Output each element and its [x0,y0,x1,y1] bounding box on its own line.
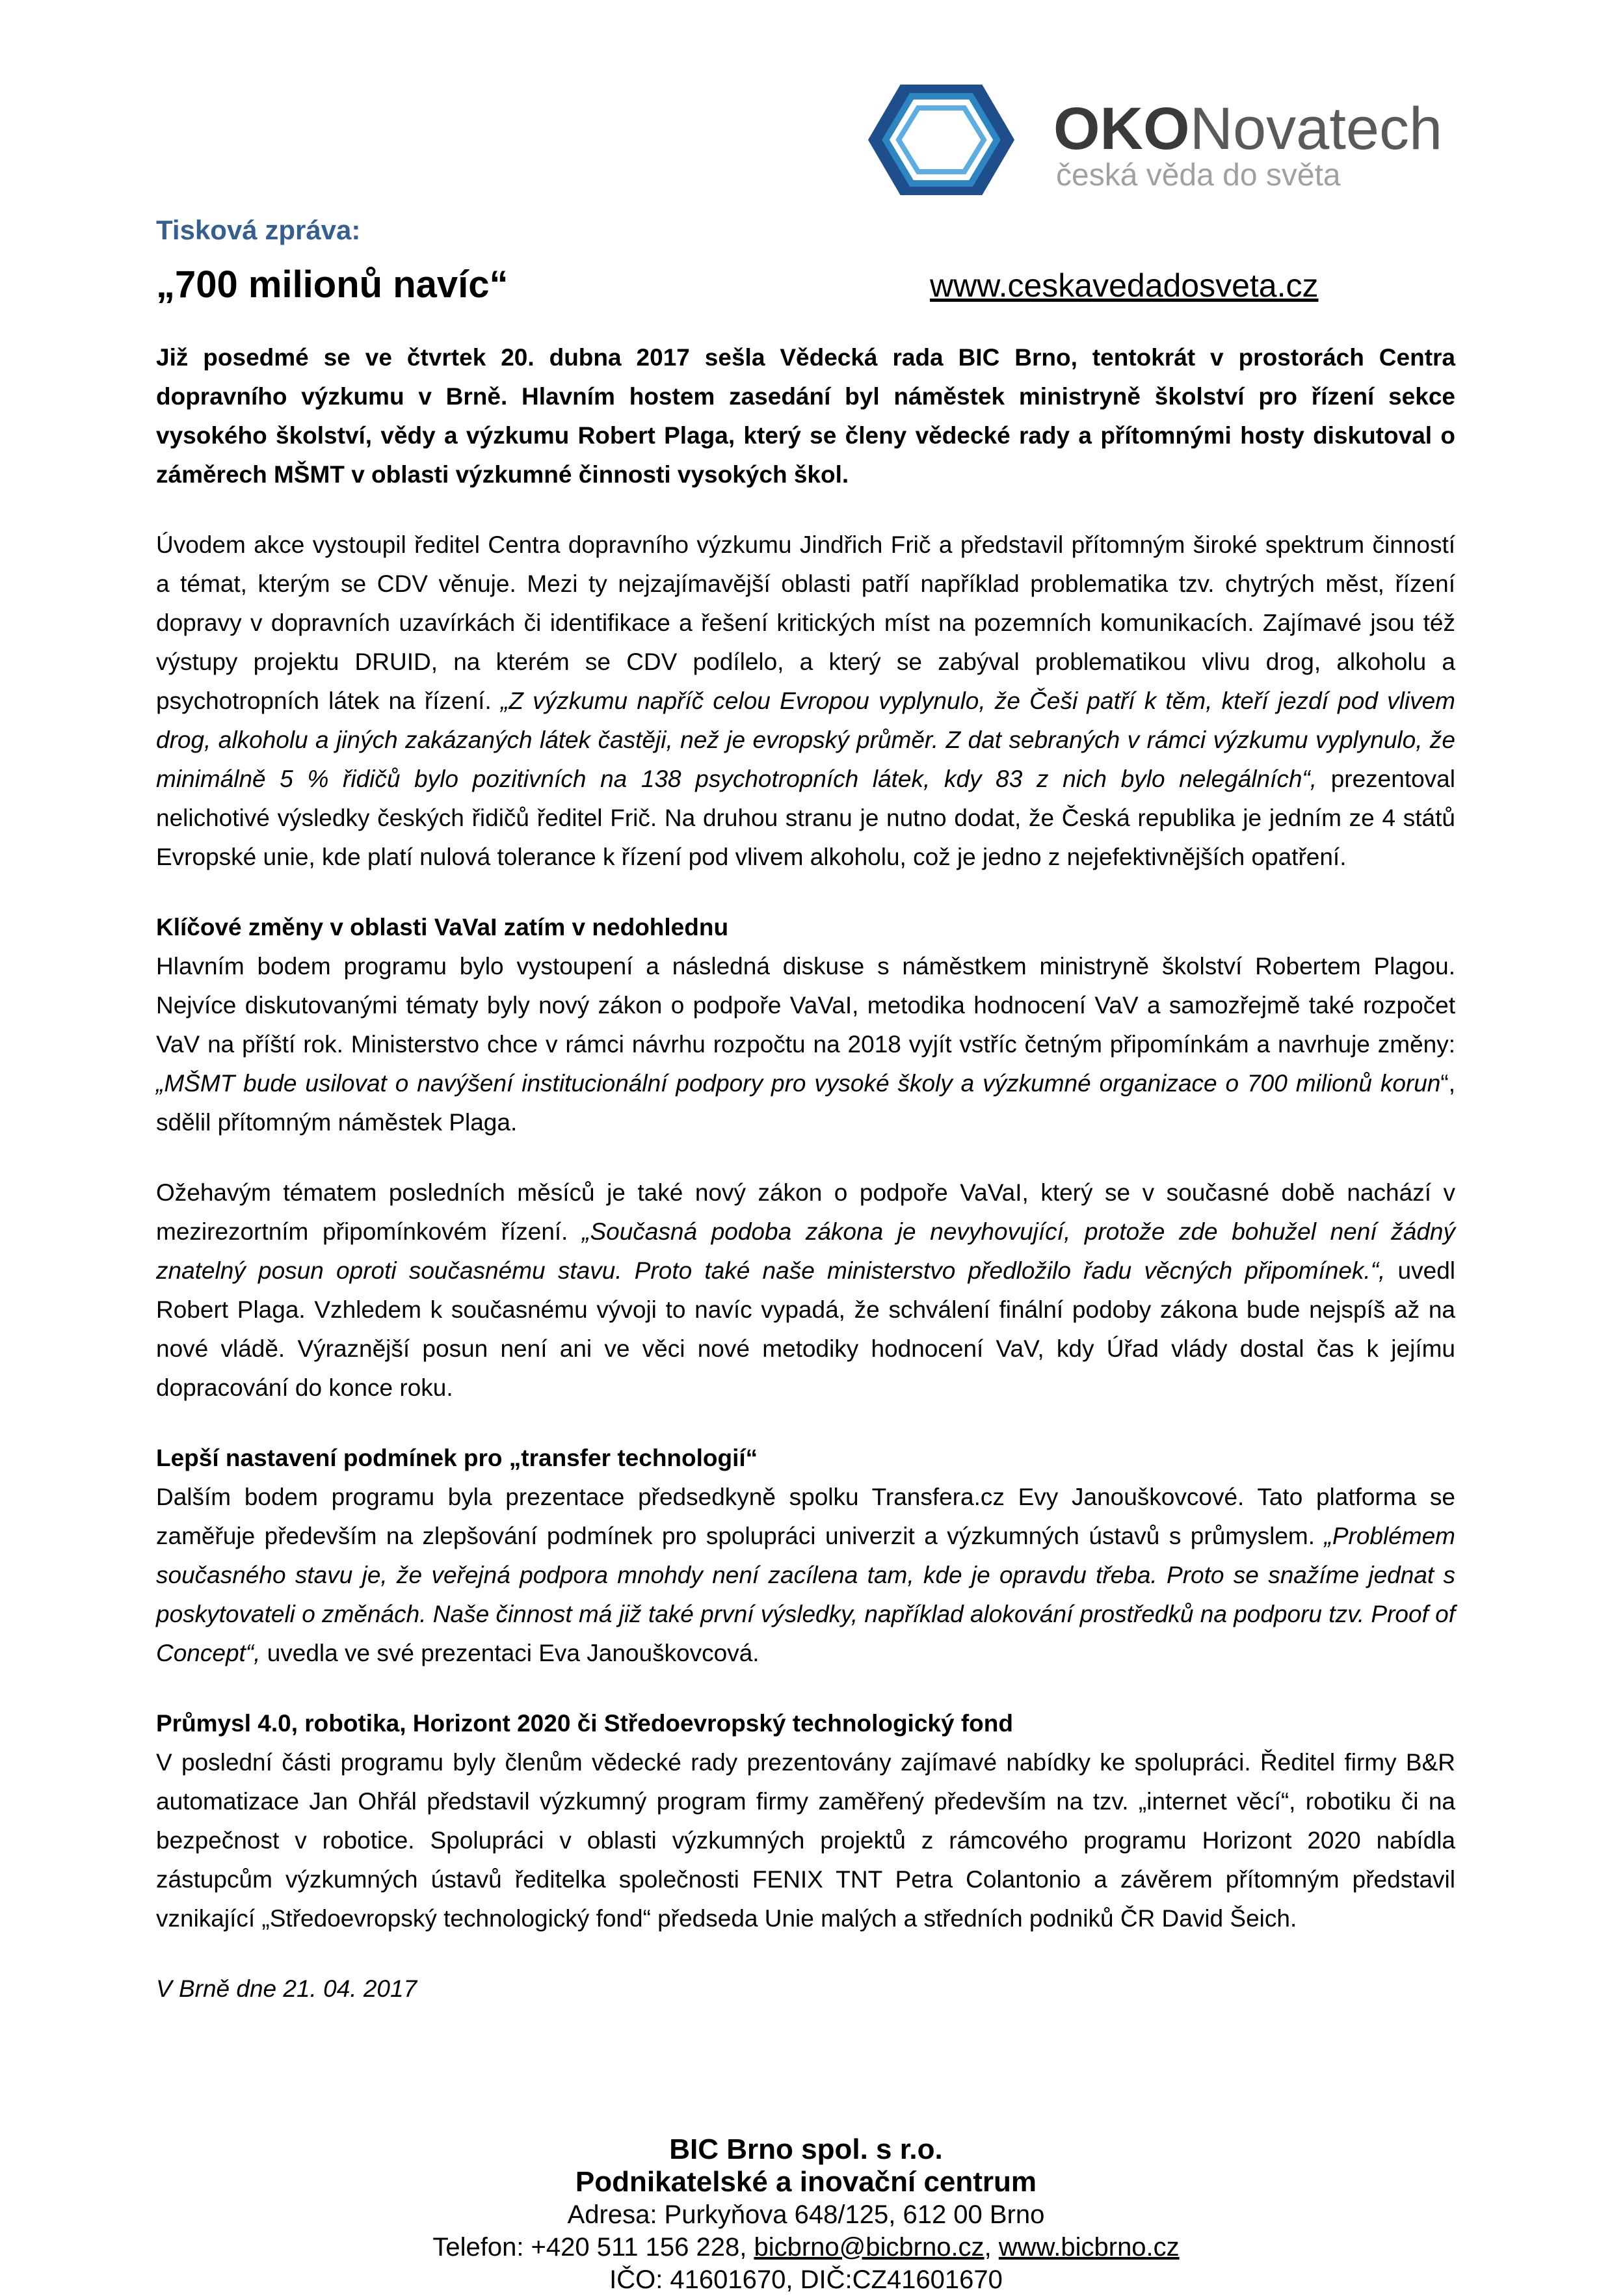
page-title: „700 milionů navíc“ [156,263,509,306]
quote-fric: „Z výzkumu napříč celou Evropou vyplynulo, že Češi patří k těm, kteří jezdí pod vlivem drog, alkoholu a jiných zakázaných látek častěji, než je evropský průměr. Z dat sebraných v rámci výzkumu vyplynulo, že minimálně 5 % řidičů bylo pozitivních na 138 psychotropních látek, kdy 83 z nich bylo nelegálních“, [156,687,1455,792]
section-heading-vavai: Klíčové změny v oblasti VaVaI zatím v nedohlednu [156,914,729,941]
hexagon-logo-icon [845,85,1034,195]
website-link[interactable]: www.ceskavedadosveta.cz [930,267,1319,304]
quote-janouskovcova: „Problémem současného stavu je, že veřejná podpora mnohdy není zacílena tam, kde je opravdu třeba. Proto se snažíme jednat s poskytovateli o změnách. Naše činnost má již také první výsledky, například alokování prostředků na podporu tzv. Proof of Concept“, [156,1523,1455,1666]
footer [0,2133,1612,2296]
quote-plaga-1: „MŠMT bude usilovat o navýšení institucionální podpory pro vysoké školy a výzkumné organizace o 700 milionů korun [156,1070,1441,1097]
section-heading-industry: Průmysl 4.0, robotika, Horizont 2020 či Středoevropský technologický fond [156,1710,1013,1737]
paragraph-law: Ožehavým tématem posledních měsíců je také nový zákon o podpoře VaVaI, který se v současné době nachází v mezirezortním připomínkovém řízení. „Současná podoba zákona je nevyhovující, protože zde bohužel není žádný znatelný posun oproti současnému stavu. Proto také naše ministerstvo předložilo řadu věcných připomínek.“, uvedl Robert Plaga. Vzhledem k současnému vývoji to navíc vypadá, že schválení finální podoby zákona bude nejspíš až na nové vládě. Výraznější posun není ani ve věci nové metodiky hodnocení VaV, kdy Úřad vlády dostal čas k jejímu dopracování do konce roku. [156,1179,1455,1401]
footer-subtitle: Podnikatelské a inovační centrum [575,2166,1037,2198]
paragraph-cdv: Úvodem akce vystoupil ředitel Centra dopravního výzkumu Jindřich Frič a představil přítomným široké spektrum činností a témat, kterým se CDV věnuje. Mezi ty nejzajímavější oblasti patří například problematika tzv. chytrých měst, řízení dopravy v dopravních uzavírkách či identifikace a řešení kritických míst na pozemních komunikacích. Zajímavé jsou též výstupy projektu DRUID, na kterém se CDV podílelo, a který se zabýval problematikou vlivu drog, alkoholu a psychotropních látek na řízení. „Z výzkumu napříč celou Evropou vyplynulo, že Češi patří k těm, kteří jezdí pod vlivem drog, alkoholu a jiných zakázaných látek častěji, než je evropský průměr. Z dat sebraných v rámci výzkumu vyplynulo, že minimálně 5 % řidičů bylo pozitivních na 138 psychotropních látek, kdy 83 z nich bylo nelegálních“, prezentoval nelichotivé výsledky českých řidičů ředitel Frič. Na druhou stranu je nutno dodat, že Česká republika je jedním ze 4 států Evropské unie, kde platí nulová tolerance k řízení pod vlivem alkoholu, což je jedno z nejefektivnějších opatření. [156,531,1455,870]
footer-company: BIC Brno spol. s r.o. [669,2133,943,2165]
oko-novatech-logo [845,85,1444,195]
section-heading-transfer: Lepší nastavení podmínek pro „transfer technologií“ [156,1445,758,1471]
footer-address: Adresa: Purkyňova 648/125, 612 00 Brno [567,2200,1045,2229]
paragraph-transfera: Dalším bodem programu byla prezentace předsedkyně spolku Transfera.cz Evy Janouškovcové. Tato platforma se zaměřuje především na zlepšování podmínek pro spolupráci univerzit a výzkumných ústavů s průmyslem. „Problémem současného stavu je, že veřejná podpora mnohdy není zacílena tam, kde je opravdu třeba. Proto se snažíme jednat s poskytovateli o změnách. Naše činnost má již také první výsledky, například alokování prostředků na podporu tzv. Proof of Concept“, uvedla ve své prezentaci Eva Janouškovcová. [156,1484,1455,1666]
date-line: V Brně dne 21. 04. 2017 [156,1975,417,2002]
web-link[interactable]: www.bicbrno.cz [998,2233,1180,2262]
article-body [156,338,1455,2040]
footer-ids: IČO: 41601670, DIČ:CZ41601670 [609,2265,1003,2294]
footer-contact: Telefon: +420 511 156 228, bicbrno@bicbrno.cz, www.bicbrno.cz [432,2233,1180,2262]
press-release-label: Tisková zpráva: [156,215,361,245]
paragraph-plaga: Hlavním bodem programu bylo vystoupení a následná diskuse s náměstkem ministryně školství Robertem Plagou. Nejvíce diskutovanými tématy byly nový zákon o podpoře VaVaI, metodika hodnocení VaV a samozřejmě také rozpočet VaV na příští rok. Ministerstvo chce v rámci návrhu rozpočtu na 2018 vyjít vstříc četným připomínkám a navrhuje změny: „MŠMT bude usilovat o navýšení institucionální podpory pro vysoké školy a výzkumné organizace o 700 milionů korun“, sdělil přítomným náměstek Plaga. [156,953,1455,1136]
intro-paragraph: Již posedmé se ve čtvrtek 20. dubna 2017 sešla Vědecká rada BIC Brno, tentokrát v prostorách Centra dopravního výzkumu v Brně. Hlavním hostem zasedání byl náměstek ministryně školství pro řízení sekce vysokého školství, vědy a výzkumu Robert Plaga, který se členy vědecké rady a přítomnými hosty diskutoval o záměrech MŠMT v oblasti výzkumné činnosti vysokých škol. [156,344,1455,488]
quote-plaga-2: „Současná podoba zákona je nevyhovující, protože zde bohužel není žádný znatelný posun oproti současnému stavu. Proto také naše ministerstvo předložilo řadu věcných připomínek.“, [156,1218,1455,1284]
logo-tagline: česká věda do světa [1056,158,1341,193]
email-link[interactable]: bicbrno@bicbrno.cz [754,2233,984,2262]
paragraph-industry: V poslední části programu byly členům vědecké rady prezentovány zajímavé nabídky ke spolupráci. Ředitel firmy B&R automatizace Jan Ohřál představil výzkumný program firmy zaměřený především na tzv. „internet věcí“, robotiku či na bezpečnost v robotice. Spolupráci v oblasti výzkumných projektů z rámcového programu Horizont 2020 nabídla zástupcům výzkumných ústavů ředitelka společnosti FENIX TNT Petra Colantonio a závěrem přítomným představil vznikající „Středoevropský technologický fond“ předseda Unie malých a středních podniků ČR David Šeich. [156,1749,1455,1932]
logo-brand: OKONovatech [1053,96,1443,162]
